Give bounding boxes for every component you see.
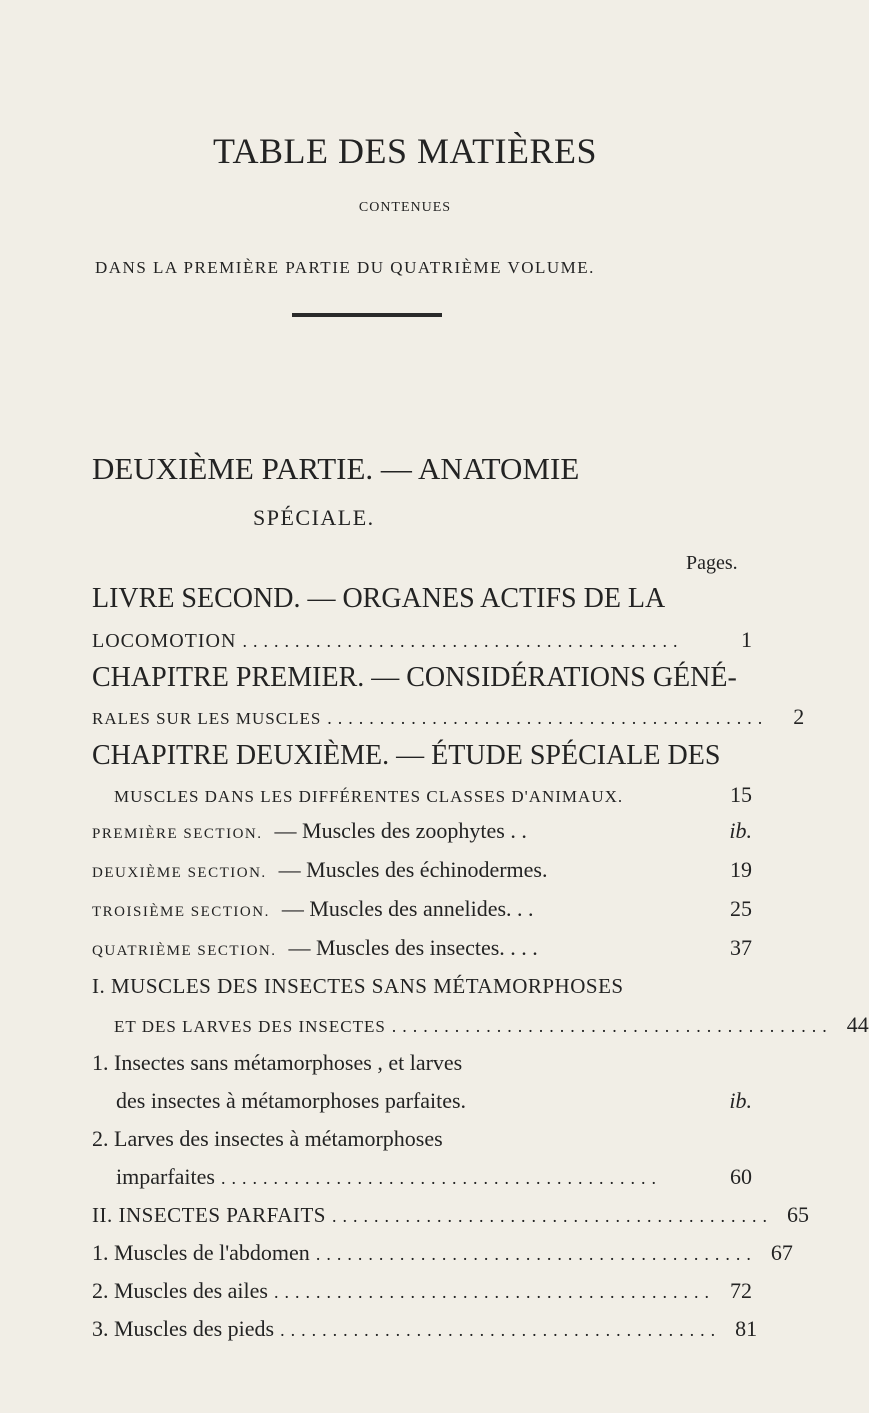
toc-text: — Muscles des zoophytes . . xyxy=(274,818,527,843)
toc-section-2 xyxy=(92,857,752,893)
toc-text: LOCOMOTION xyxy=(92,630,237,652)
divider-rule xyxy=(292,313,442,317)
page-title: TABLE DES MATIÈRES xyxy=(212,131,598,171)
toc-page: ib. xyxy=(729,1088,752,1113)
toc-page: 65 xyxy=(786,1202,809,1227)
toc-section-4 xyxy=(92,935,752,971)
toc-item-ii-3 xyxy=(92,1316,758,1352)
dot-leader: .......................................... xyxy=(315,1244,757,1264)
toc-page: 72 xyxy=(730,1278,752,1303)
dot-leader: .......................................... xyxy=(273,1282,715,1302)
toc-text: 3. Muscles des pieds xyxy=(92,1316,275,1341)
toc-page: 44 xyxy=(846,1012,869,1037)
toc-item-i-2 xyxy=(92,1126,752,1206)
toc-text: 1. Insectes sans métamorphoses , et larves xyxy=(92,1050,463,1075)
toc-page: 81 xyxy=(735,1316,758,1341)
toc-page: 25 xyxy=(730,896,752,921)
toc-text: LIVRE SECOND. — ORGANES ACTIFS DE LA xyxy=(92,583,666,614)
subtitle-volume: DANS LA PREMIÈRE PARTIE DU QUATRIÈME VOLUME. xyxy=(95,258,595,277)
toc-text: 1. Muscles de l'abdomen xyxy=(92,1240,310,1265)
section-label: PREMIÈRE SECTION. xyxy=(92,826,263,842)
part-heading-cont: SPÉCIALE. xyxy=(253,505,375,530)
toc-text: — Muscles des échinodermes. xyxy=(278,857,548,882)
pages-label: Pages. xyxy=(686,552,738,574)
toc-text: imparfaites xyxy=(116,1164,215,1189)
toc-item-ii-2 xyxy=(92,1278,752,1314)
toc-page: 1 xyxy=(741,627,752,652)
toc-text: CHAPITRE PREMIER. — CONSIDÉRATIONS GÉNÉ- xyxy=(92,662,737,693)
toc-item-ii-1 xyxy=(92,1240,793,1276)
toc-page: 67 xyxy=(770,1240,793,1265)
toc-page: 37 xyxy=(730,935,752,960)
toc-text: ET DES LARVES DES INSECTES xyxy=(114,1017,386,1036)
toc-text: — Muscles des insectes. . . . xyxy=(288,935,538,960)
toc-item-i-1 xyxy=(92,1050,752,1130)
toc-text: CHAPITRE DEUXIÈME. — ÉTUDE SPÉCIALE DES xyxy=(92,740,721,771)
section-label: QUATRIÈME SECTION. xyxy=(92,943,277,959)
toc-text: I. MUSCLES DES INSECTES SANS MÉTAMORPHOSES xyxy=(92,974,624,998)
toc-text: MUSCLES DANS LES DIFFÉRENTES CLASSES D'ANIMAUX. xyxy=(114,787,624,806)
dot-leader: .......................................... xyxy=(220,1168,662,1188)
section-label: DEUXIÈME SECTION. xyxy=(92,865,267,881)
toc-page: ib. xyxy=(729,818,752,843)
toc-text: 2. Larves des insectes à métamorphoses xyxy=(92,1126,443,1151)
dot-leader: .......................................... xyxy=(242,631,684,651)
toc-page: 15 xyxy=(730,782,752,807)
toc-section-3 xyxy=(92,896,752,932)
dot-leader: .......................................... xyxy=(327,708,769,728)
toc-text: II. INSECTES PARFAITS xyxy=(92,1203,326,1227)
toc-page: 2 xyxy=(793,704,805,729)
toc-text: RALES SUR LES MUSCLES xyxy=(92,709,322,728)
section-label: TROISIÈME SECTION. xyxy=(92,904,270,920)
toc-text: — Muscles des annelides. . . xyxy=(281,896,534,921)
toc-page: 19 xyxy=(730,857,752,882)
dot-leader: .......................................... xyxy=(331,1206,773,1226)
toc-subsection-i xyxy=(92,974,869,1054)
toc-section-1 xyxy=(92,818,752,854)
toc-subsection-ii xyxy=(92,1202,809,1238)
toc-text: 2. Muscles des ailes xyxy=(92,1278,268,1303)
dot-leader: .......................................... xyxy=(280,1320,722,1340)
part-heading: DEUXIÈME PARTIE. — ANATOMIE xyxy=(92,451,580,486)
toc-text: des insectes à métamorphoses parfaites. xyxy=(116,1088,467,1113)
subtitle: CONTENUES xyxy=(358,200,452,215)
dot-leader: .......................................... xyxy=(391,1016,833,1036)
toc-page: 60 xyxy=(730,1164,752,1189)
